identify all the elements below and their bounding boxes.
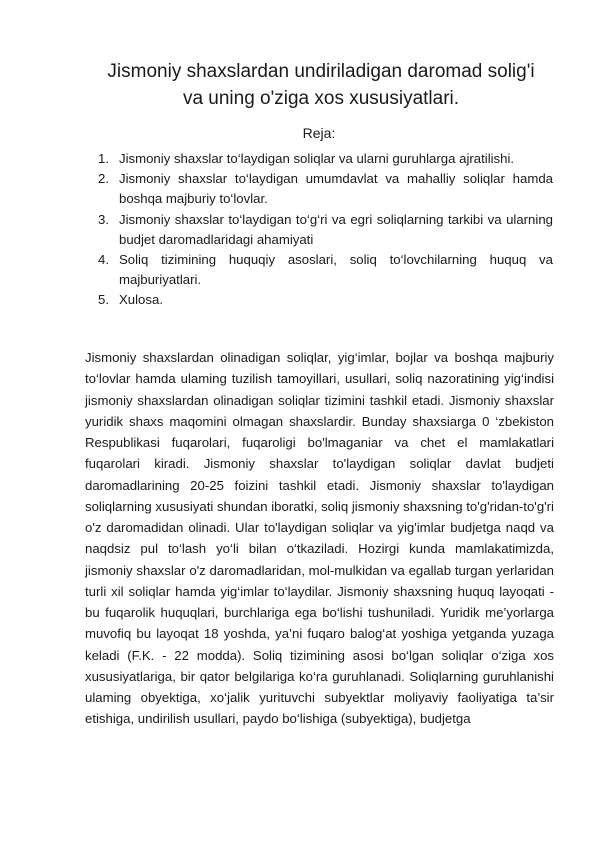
title-line-1: Jismoniy shaxslardan undiriladigan daromad solig'i: [107, 61, 535, 82]
plan-item-number: 5.: [98, 292, 109, 308]
plan-item-text: Soliq tizimining huquqiy asoslari, soliq to‘lovchilarning huquq va majburiyatlari.: [119, 252, 553, 288]
plan-item: [98, 149, 553, 169]
plan-item-text: Jismoniy shaxslar to‘laydigan soliqlar va ularni guruhlarga ajratilishi.: [119, 151, 515, 166]
plan-item: [98, 169, 553, 209]
document-title: [60, 58, 582, 112]
plan-item: [98, 210, 553, 250]
plan-list: [98, 149, 553, 311]
plan-item-number: 2.: [98, 171, 109, 187]
title-line-2: va uning o'ziga xos xususiyatlari.: [182, 88, 460, 109]
plan-item: [98, 290, 553, 310]
plan-item-number: 1.: [98, 151, 109, 166]
plan-item-text: Jismoniy shaxslar to‘laydigan to‘g‘ri va egri soliqlarning tarkibi va ularning budjet daromadlaridagi ahamiyati: [119, 211, 553, 247]
plan-item: [98, 250, 553, 290]
plan-item-text: Xulosa.: [119, 292, 163, 308]
plan-item-number: 3.: [98, 211, 109, 227]
plan-item-number: 4.: [98, 252, 109, 268]
body-paragraph: Jismoniy shaxslardan olinadigan soliqlar, yig‘imlar, bojlar va boshqa majburiy to‘lovlar hamda ulaming tuzilish tamoyillari, usullari, soliq nazoratining yig‘indisi jismoniy shaxslardan olinadigan soliqlar tizimini tashkil etadi. Jismoniy shaxslar yuridik shaxs maqomini olmagan shaxslardir. Bunday shaxsiarga 0 ‘zbekiston Respublikasi fuqarolari, fuqaroligi bo'lmaganiar va chet el mamlakatlari fuqarolari kiradi. Jismoniy shaxslar to'laydigan soliqlar davlat budjeti daromadlarining 20-25 foizini tashkil etadi. Jismoniy shaxslar to'laydigan soliqlarning xususiyati shundan iboratki, soliq jismoniy shaxsning to'g'ridan-to'g'ri o'z daromadidan olinadi. Ular to'laydigan soliqlar va yig'imlar budjetga naqd va naqdsiz pul to‘lash yo‘li bilan o‘tkaziladi. Hozirgi kunda mamlakatimizda, jismoniy shaxslar o'z daromadlaridan, mol-mulkidan va egallab turgan yerlaridan turli xil soliqlar hamda yig‘imlar to‘laydilar. Jismoniy shaxsning huquq layoqati - bu fuqarolik huquqlari, burchlariga ega bo‘lishi tushuniladi. Yuridik me’yorlarga muvofiq bu layoqat 18 yoshda, ya’ni fuqaro balog‘at yoshiga yetganda yuzaga keladi (F.K. - 22 modda). Soliq tizimining asosi bo‘lgan soliqlar o‘ziga xos xususiyatlariga, bir qator belgilariga ko‘ra guruhlanadi. Soliqlarning guruhlanishi ulaming obyektiga, xo‘jalik yurituvchi subyektlar moliyaviy faoliyatiga ta’sir etishiga, undirilish usullari, paydo bo‘lishiga (subyektiga), budjetga: [85, 350, 554, 727]
plan-item-text: Jismoniy shaxslar to‘laydigan umumdavlat va mahalliy soliqlar hamda boshqa majburiy to‘lovlar.: [119, 171, 553, 207]
plan-heading: Reja:: [302, 125, 336, 141]
